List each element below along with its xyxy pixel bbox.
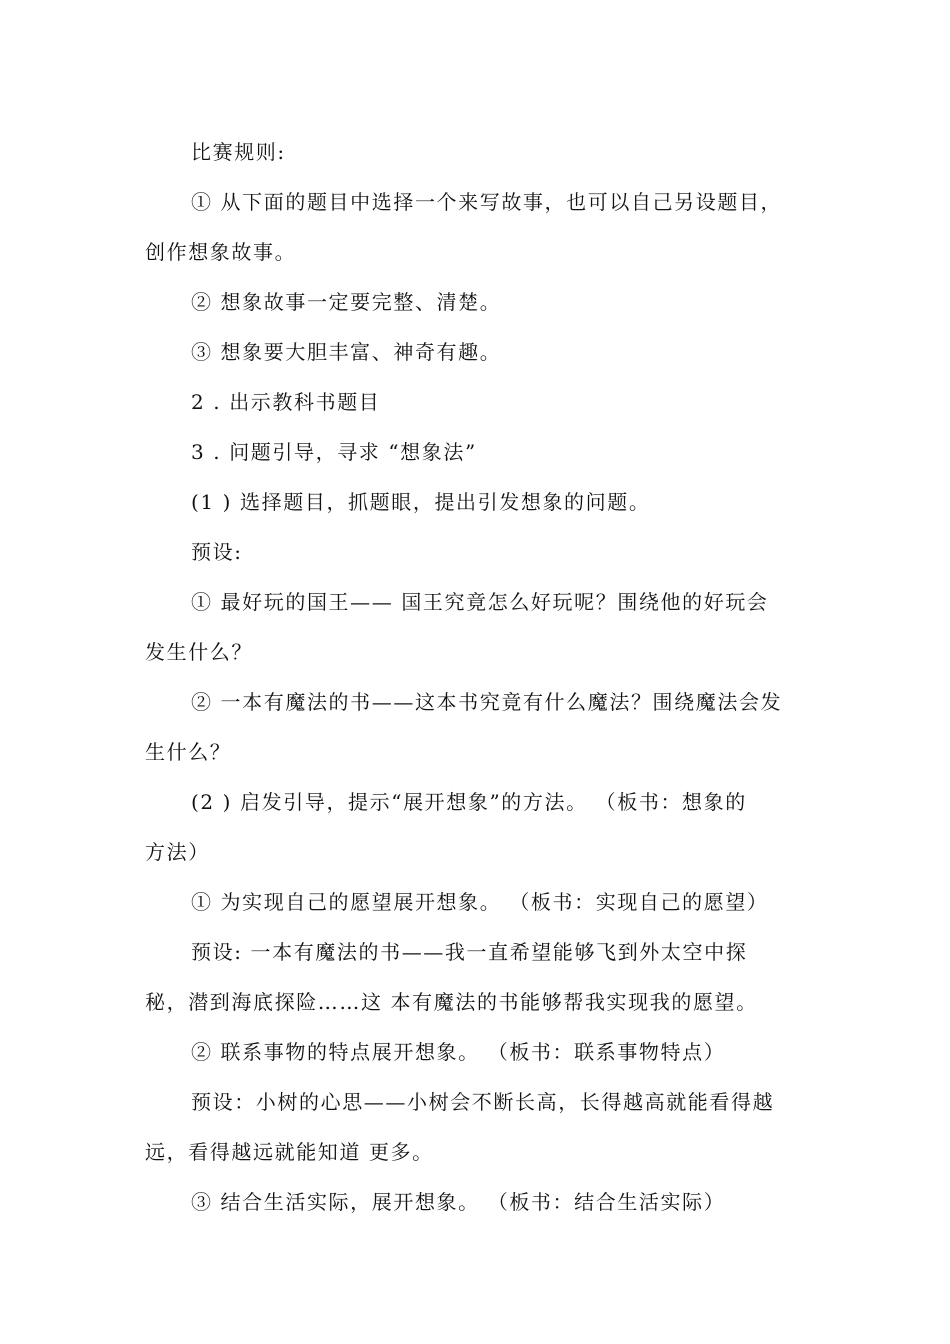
- text-line: 预设：小树的心思——小树会不断长高，长得越高就能看得越: [191, 1090, 775, 1114]
- text-line: 秘，潜到海底探险……这 本有魔法的书能够帮我实现我的愿望。: [145, 990, 758, 1014]
- text-line: ② 一本有魔法的书——这本书究竟有什么魔法？围绕魔法会发: [191, 690, 783, 714]
- text-line: ② 联系事物的特点展开想象。 （板书：联系事物特点）: [191, 1040, 726, 1064]
- text-line: (2 ) 启发引导，提示“展开想象”的方法。 （板书：想象的: [191, 790, 747, 814]
- text-line: 方法）: [145, 840, 210, 864]
- text-line: 比赛规则:: [191, 140, 286, 164]
- text-line: ② 想象故事一定要完整、清楚。: [191, 290, 502, 314]
- text-line: 远，看得越远就能知道 更多。: [145, 1140, 434, 1164]
- text-line: 预设: 一本有魔法的书——我一直希望能够飞到外太空中探: [191, 940, 748, 964]
- text-line: 发生什么？: [145, 640, 253, 664]
- text-line: 3 . 问题引导，寻求 “想象法”: [191, 440, 477, 464]
- text-line: ① 最好玩的国王—— 国王究竟怎么好玩呢？围绕他的好玩会: [191, 590, 769, 614]
- text-line: ③ 想象要大胆丰富、神奇有趣。: [191, 340, 502, 364]
- text-line: ③ 结合生活实际，展开想象。 （板书：结合生活实际）: [191, 1190, 726, 1214]
- text-line: 2 . 出示教科书题目: [191, 390, 381, 414]
- text-line: 预设:: [191, 540, 243, 564]
- text-line: (1 ) 选择题目，抓题眼，提出引发想象的问题。: [191, 490, 651, 514]
- text-line: ① 从下面的题目中选择一个来写故事，也可以自己另设题目，: [191, 190, 783, 214]
- text-line: 创作想象故事。: [145, 240, 297, 264]
- text-line: 生什么？: [145, 740, 232, 764]
- text-line: ① 为实现自己的愿望展开想象。 （板书：实现自己的愿望）: [191, 890, 769, 914]
